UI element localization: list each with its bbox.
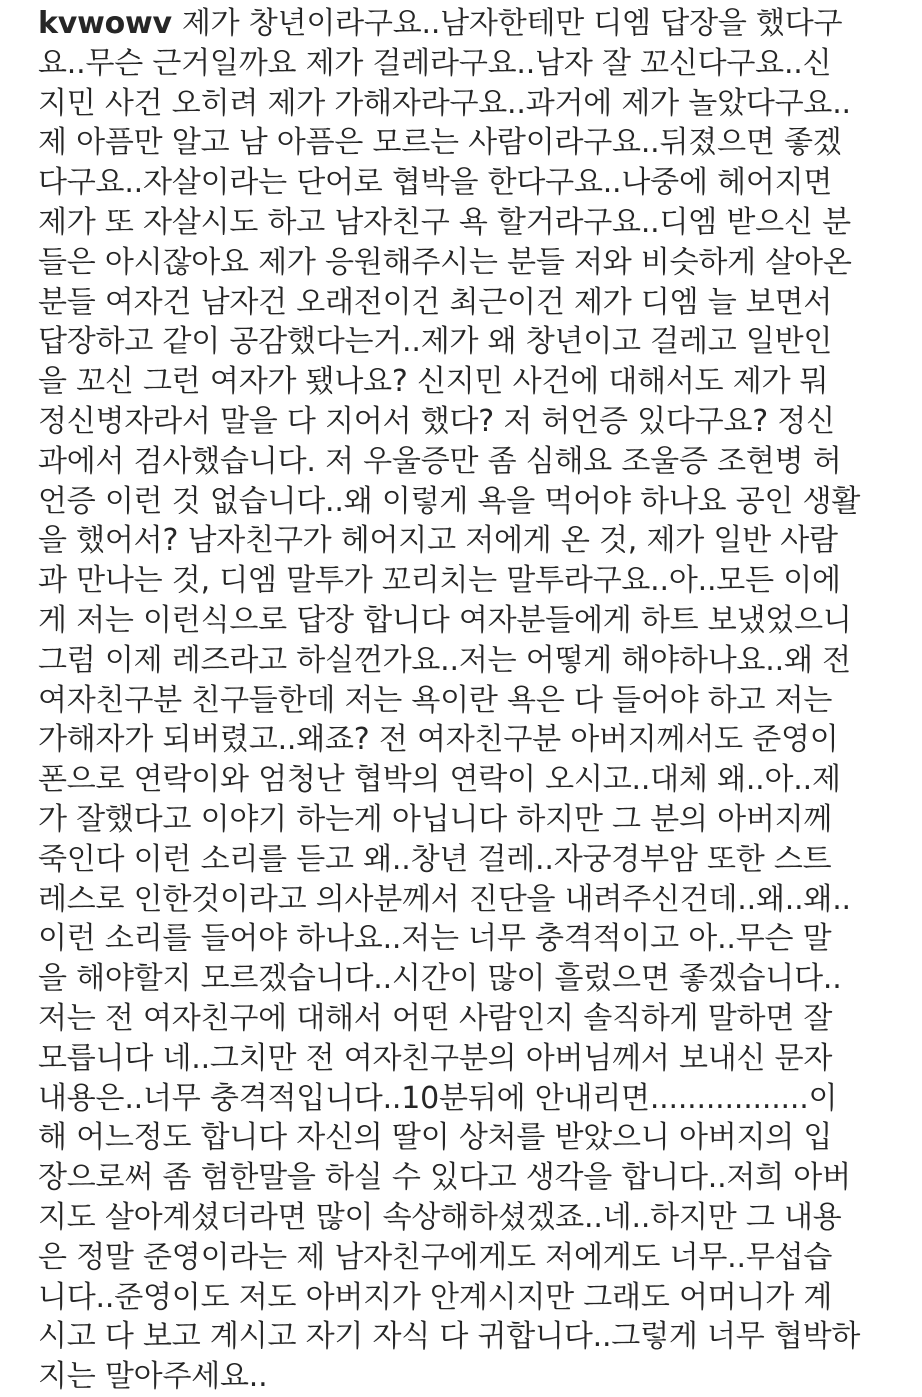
caption-line: 지는 말아주세요.. (38, 1359, 268, 1395)
caption-line: 다구요..자살이라는 단어로 협박을 한다구요..나중에 헤어지면 (38, 165, 833, 201)
caption-line: 답장하고 같이 공감했다는거..제가 왜 창년이고 걸레고 일반인 (38, 324, 833, 360)
caption-line: 가 잘했다고 이야기 하는게 아닙니다 하지만 그 분의 아버지께 (38, 801, 833, 837)
caption-line: 과에서 검사했습니다. 저 우울증만 좀 심해요 조울증 조현병 허 (38, 443, 842, 479)
username-link[interactable]: kvwowv (38, 6, 172, 41)
caption-line: 저는 전 여자친구에 대해서 어떤 사람인지 솔직하게 말하면 잘 (38, 1000, 833, 1036)
caption-line: 죽인다 이런 소리를 듣고 왜..창년 걸레..자궁경부암 또한 스트 (38, 841, 832, 877)
caption-line: 과 만나는 것, 디엠 말투가 꼬리치는 말투라구요..아..모든 이에 (38, 563, 841, 599)
caption-text: 제가 창년이라구요..남자한테만 디엠 답장을 했다구 (181, 6, 843, 41)
caption-line: 정신병자라서 말을 다 지어서 했다? 저 허언증 있다구요? 정신 (38, 403, 835, 439)
caption-line: 게 저는 이런식으로 답장 합니다 여자분들에게 하트 보냈었으니 (38, 602, 852, 638)
caption-line: 분들 여자건 남자건 오래전이건 최근이건 제가 디엠 늘 보면서 (38, 284, 833, 320)
caption-line: 언증 이런 것 없습니다..왜 이렇게 욕을 먹어야 하나요 공인 생활 (38, 483, 861, 519)
caption-line: 이런 소리를 들어야 하나요..저는 너무 충격적이고 아..무슨 말 (38, 921, 832, 957)
post-caption (38, 4, 898, 1397)
caption-line: 여자친구분 친구들한데 저는 욕이란 욕은 다 들어야 하고 저는 (38, 682, 833, 718)
caption-line: 제가 또 자살시도 하고 남자친구 욕 할거라구요..디엠 받으신 분 (38, 204, 851, 240)
caption-line (38, 4, 898, 44)
caption-line: 을 꼬신 그런 여자가 됐나요? 신지민 사건에 대해서도 제가 뭐 (38, 364, 829, 400)
caption-line: 그럼 이제 레즈라고 하실껀가요..저는 어떻게 해야하나요..왜 전 (38, 642, 851, 678)
caption-line: 내용은..너무 충격적입니다..10분뒤에 안내리면.................이 (38, 1080, 838, 1116)
caption-line: 폰으로 연락이와 엄청난 협박의 연락이 오시고..대체 왜..아..제 (38, 762, 841, 798)
caption-line: 레스로 인한것이라고 의사분께서 진단을 내려주신건데..왜..왜.. (38, 881, 851, 917)
caption-line: 해 어느정도 합니다 자신의 딸이 상처를 받았으니 아버지의 입 (38, 1120, 833, 1156)
caption-line: 가해자가 되버렸고..왜죠? 전 여자친구분 아버지께서도 준영이 (38, 722, 839, 758)
caption-line: 지도 살아계셨더라면 많이 속상해하셨겠죠..네..하지만 그 내용 (38, 1199, 842, 1235)
caption-line: 제 아픔만 알고 남 아픔은 모르는 사람이라구요..뒤졌으면 좋겠 (38, 125, 842, 161)
caption-line: 을 했어서? 남자친구가 헤어지고 저에게 온 것, 제가 일반 사람 (38, 523, 838, 559)
caption-line: 들은 아시잖아요 제가 응원해주시는 분들 저와 비슷하게 살아온 (38, 244, 852, 280)
caption-line: 지민 사건 오히려 제가 가해자라구요..과거에 제가 놀았다구요.. (38, 85, 851, 121)
caption-line: 니다..준영이도 저도 아버지가 안계시지만 그래도 어머니가 계 (38, 1279, 833, 1315)
caption-line: 장으로써 좀 험한말을 하실 수 있다고 생각을 합니다..저희 아버 (38, 1160, 851, 1196)
caption-line: 요..무슨 근거일까요 제가 걸레라구요..남자 잘 꼬신다구요..신 (38, 45, 832, 81)
caption-line: 시고 다 보고 계시고 자기 자식 다 귀합니다..그렇게 너무 협박하 (38, 1319, 861, 1355)
caption-line: 은 정말 준영이라는 제 남자친구에게도 저에게도 너무..무섭습 (38, 1239, 833, 1275)
caption-line: 을 해야할지 모르겠습니다..시간이 많이 흘렀으면 좋겠습니다.. (38, 961, 842, 997)
caption-line: 모릅니다 네..그치만 전 여자친구분의 아버님께서 보내신 문자 (38, 1040, 833, 1076)
